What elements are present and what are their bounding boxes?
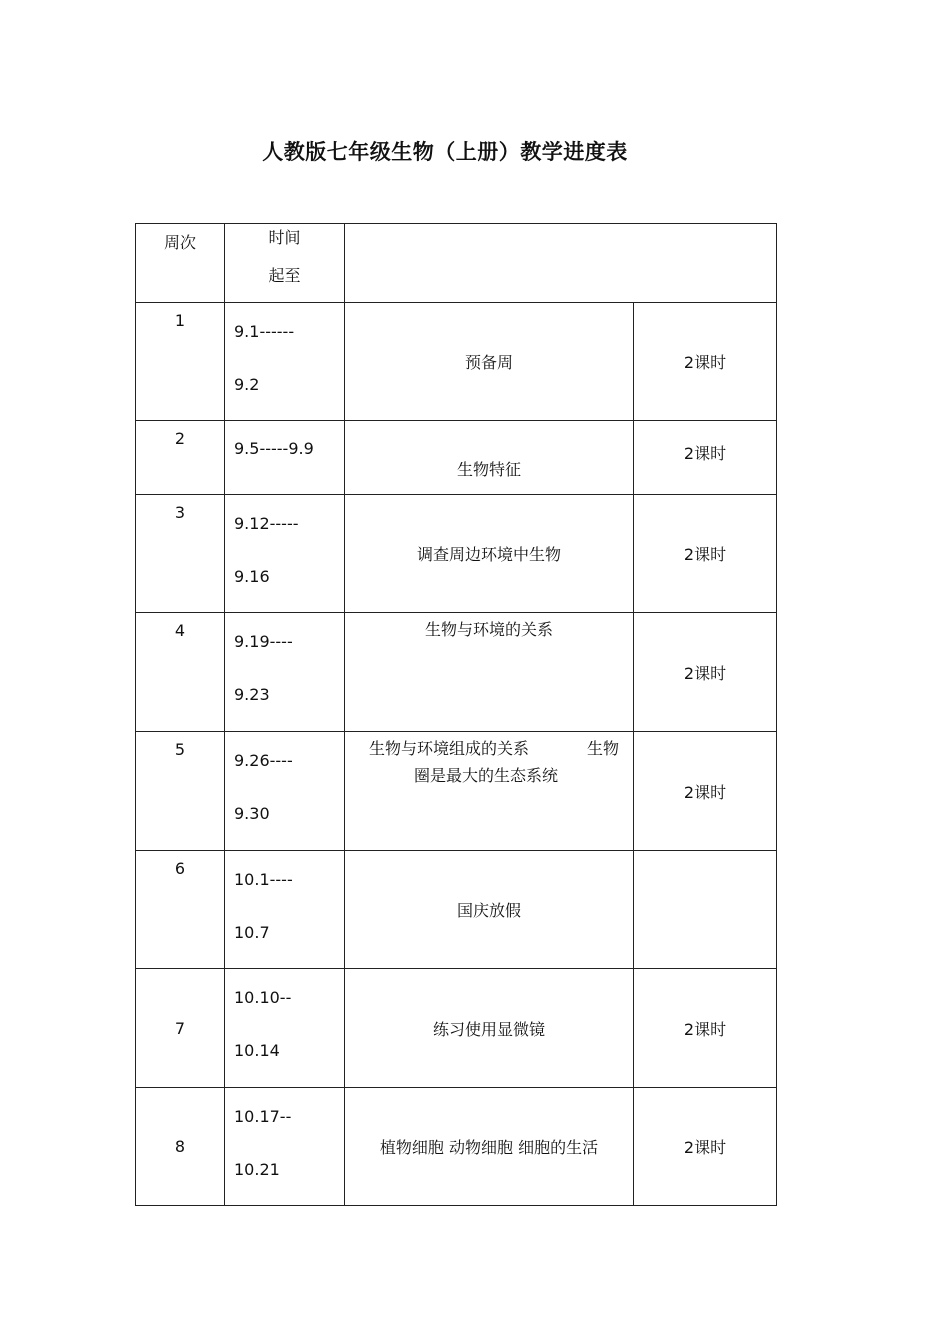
time-end: 9.16: [234, 567, 270, 586]
week-cell: 1: [136, 303, 225, 421]
time-start: 9.26----: [234, 751, 293, 770]
time-end: 9.23: [234, 685, 270, 704]
time-cell: [225, 732, 345, 851]
time-end: 9.2: [234, 375, 260, 394]
time-end: 10.7: [234, 923, 270, 942]
hours-cell: 2课时: [634, 969, 777, 1088]
time-cell: [225, 495, 345, 613]
time-cell: [225, 303, 345, 421]
week-cell: 6: [136, 851, 225, 969]
time-start: 9.1------: [234, 322, 295, 341]
table-row: [136, 613, 777, 732]
hours-cell: 2课时: [634, 421, 777, 495]
content-cell: 生物特征: [345, 421, 634, 495]
header-time-line1: 时间: [268, 228, 301, 247]
time-start: 9.19----: [234, 632, 293, 651]
week-cell: 8: [136, 1088, 225, 1206]
hours-cell: 2课时: [634, 613, 777, 732]
content-line1-right: 生物: [586, 739, 619, 758]
table-row: [136, 495, 777, 613]
time-start: 9.5-----9.9: [234, 439, 314, 458]
time-end: 10.21: [234, 1160, 280, 1179]
table-row: [136, 303, 777, 421]
table-row: [136, 421, 777, 495]
table-row: [136, 969, 777, 1088]
hours-cell: 2课时: [634, 495, 777, 613]
content-cell: 植物细胞 动物细胞 细胞的生活: [345, 1088, 634, 1206]
content-cell: 调查周边环境中生物: [345, 495, 634, 613]
content-cell: 预备周: [345, 303, 634, 421]
hours-cell: [634, 851, 777, 969]
content-cell: [345, 732, 634, 851]
table-header-row: [136, 224, 777, 303]
time-cell: [225, 851, 345, 969]
content-cell: 国庆放假: [345, 851, 634, 969]
time-start: 9.12-----: [234, 514, 299, 533]
week-cell: 5: [136, 732, 225, 851]
time-start: 10.17--: [234, 1107, 292, 1126]
header-time: [225, 224, 345, 303]
hours-cell: 2课时: [634, 1088, 777, 1206]
table-row: [136, 851, 777, 969]
page-title: 人教版七年级生物（上册）教学进度表: [262, 140, 628, 164]
content-line1: [353, 735, 619, 762]
week-cell: 2: [136, 421, 225, 495]
time-cell: [225, 969, 345, 1088]
time-cell: [225, 613, 345, 732]
table-row: [136, 1088, 777, 1206]
time-end: 9.30: [234, 804, 270, 823]
time-cell: [225, 1088, 345, 1206]
time-start: 10.1----: [234, 870, 293, 889]
content-cell: 生物与环境的关系: [345, 613, 634, 732]
header-week: 周次: [136, 224, 225, 303]
header-time-line2: 起至: [268, 266, 301, 285]
content-line2: 圈是最大的生态系统: [413, 766, 558, 785]
time-end: 10.14: [234, 1041, 280, 1060]
content-line1-left: 生物与环境组成的关系: [369, 739, 530, 758]
content-cell: 练习使用显微镜: [345, 969, 634, 1088]
time-cell: [225, 421, 345, 495]
table-row: [136, 732, 777, 851]
hours-cell: 2课时: [634, 732, 777, 851]
schedule-table: [135, 223, 777, 1206]
time-start: 10.10--: [234, 988, 292, 1007]
hours-cell: 2课时: [634, 303, 777, 421]
week-cell: 4: [136, 613, 225, 732]
header-content: [345, 224, 777, 303]
week-cell: 7: [136, 969, 225, 1088]
week-cell: 3: [136, 495, 225, 613]
